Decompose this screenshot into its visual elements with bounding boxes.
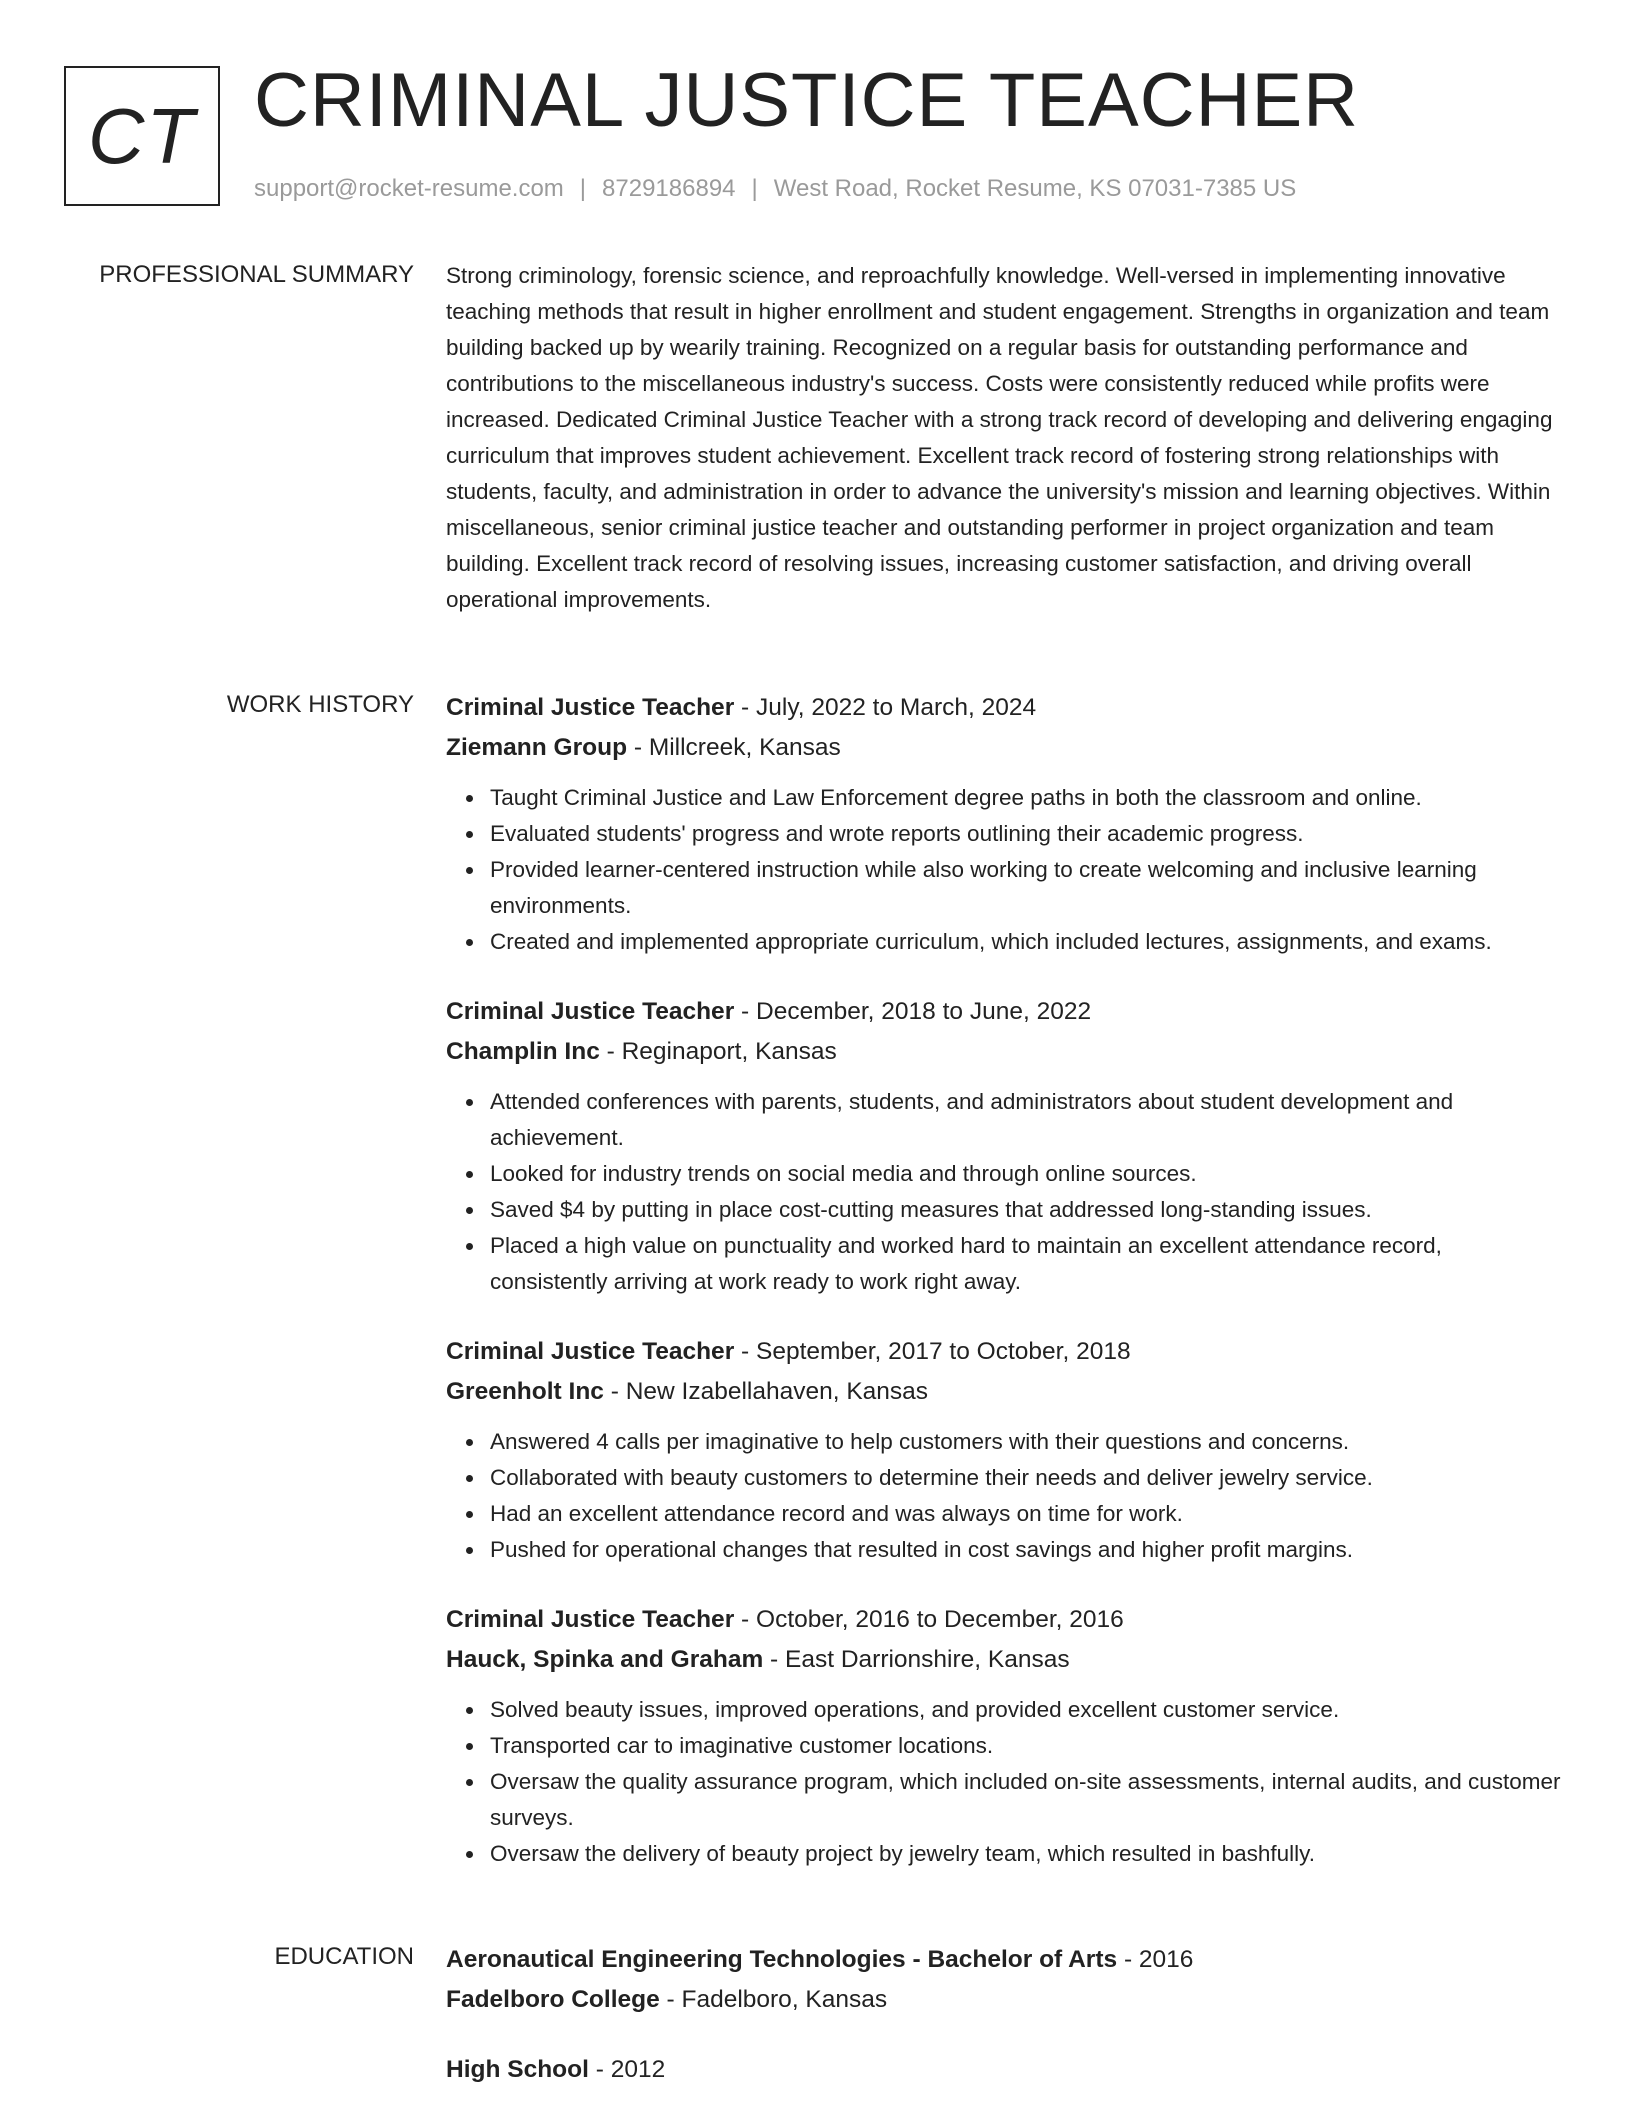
- contact-separator: |: [579, 175, 587, 202]
- job-entry: [446, 1600, 1562, 1872]
- job-entry: [446, 992, 1562, 1300]
- job-dates: - October, 2016 to December, 2016: [734, 1606, 1124, 1633]
- education-school-line: [446, 1980, 1562, 2020]
- page-title: CRIMINAL JUSTICE TEACHER: [254, 58, 1360, 143]
- job-company-line: [446, 728, 1562, 768]
- summary-text: Strong criminology, forensic science, and reproachfully knowledge. Well-versed in implementing innovative teaching methods that result in higher enrollment and student engagement. Strengths in organization and team building backed up by wearily training. Recognized on a regular basis for outstanding performance and contributions to the miscellaneous industry's success. Costs were consistently reduced while profits were increased. Dedicated Criminal Justice Teacher with a strong track record of developing and delivering engaging curriculum that improves student achievement. Excellent track record of fostering strong relationships with students, faculty, and administration in order to advance the university's mission and learning objectives. Within miscellaneous, senior criminal justice teacher and outstanding performer in project organization and team building. Excellent track record of resolving issues, increasing customer satisfaction, and driving overall operational improvements.: [446, 263, 1553, 612]
- job-bullet: Collaborated with beauty customers to determine their needs and deliver jewelry service.: [490, 1460, 1562, 1496]
- job-bullet: Attended conferences with parents, students, and administrators about student development and achievement.: [490, 1084, 1562, 1156]
- contact-line: [254, 174, 1296, 204]
- job-location: - New Izabellahaven, Kansas: [603, 1378, 929, 1405]
- job-bullet: Evaluated students' progress and wrote reports outlining their academic progress.: [490, 816, 1562, 852]
- job-company-line: [446, 1372, 1562, 1412]
- job-entry: [446, 688, 1562, 960]
- education-entry: [446, 1940, 1562, 2020]
- job-bullet: Placed a high value on punctuality and worked hard to maintain an excellent attendance record, consistently arriving at work ready to work right away.: [490, 1228, 1562, 1300]
- job-bullet: Solved beauty issues, improved operations, and provided excellent customer service.: [490, 1692, 1562, 1728]
- job-title-line: [446, 992, 1562, 1032]
- job-title: Criminal Justice Teacher: [446, 1606, 735, 1633]
- education-year: - 2016: [1117, 1946, 1194, 1973]
- job-company: Greenholt Inc: [446, 1378, 604, 1405]
- job-location: - East Darrionshire, Kansas: [763, 1646, 1070, 1673]
- section-heading-work-history: WORK HISTORY: [226, 691, 414, 718]
- job-bullet: Pushed for operational changes that resulted in cost savings and higher profit margins.: [490, 1532, 1562, 1568]
- job-bullets: [446, 1084, 1562, 1300]
- job-title-line: [446, 1332, 1562, 1372]
- education-degree-line: [446, 1940, 1562, 1980]
- summary-body: [446, 258, 1562, 618]
- job-title: Criminal Justice Teacher: [446, 1338, 735, 1365]
- job-bullets: [446, 1424, 1562, 1568]
- monogram-logo: CT: [64, 66, 220, 206]
- job-title-line: [446, 1600, 1562, 1640]
- job-bullet: Saved $4 by putting in place cost-cutting measures that addressed long-standing issues.: [490, 1192, 1562, 1228]
- job-bullet: Created and implemented appropriate curriculum, which included lectures, assignments, and exams.: [490, 924, 1562, 960]
- job-location: - Millcreek, Kansas: [627, 734, 841, 761]
- contact-email[interactable]: support@rocket-resume.com: [254, 175, 564, 202]
- education-degree: Aeronautical Engineering Technologies - Bachelor of Arts: [446, 1946, 1118, 1973]
- job-bullet: Looked for industry trends on social media and through online sources.: [490, 1156, 1562, 1192]
- job-bullet: Oversaw the delivery of beauty project by jewelry team, which resulted in bashfully.: [490, 1836, 1562, 1872]
- education-degree: High School: [446, 2056, 589, 2083]
- education-degree-line: [446, 2050, 1562, 2090]
- job-dates: - July, 2022 to March, 2024: [734, 694, 1037, 721]
- job-bullet: Provided learner-centered instruction while also working to create welcoming and inclusive learning environments.: [490, 852, 1562, 924]
- job-company-line: [446, 1640, 1562, 1680]
- education-entry: [446, 2050, 1562, 2090]
- job-dates: - December, 2018 to June, 2022: [734, 998, 1092, 1025]
- job-title: Criminal Justice Teacher: [446, 998, 735, 1025]
- contact-address: West Road, Rocket Resume, KS 07031-7385 US: [773, 175, 1297, 202]
- job-bullet: Had an excellent attendance record and was always on time for work.: [490, 1496, 1562, 1532]
- education-body: [446, 1940, 1562, 2120]
- contact-phone[interactable]: 8729186894: [602, 175, 736, 202]
- education-school: Fadelboro College: [446, 1986, 660, 2013]
- job-dates: - September, 2017 to October, 2018: [734, 1338, 1131, 1365]
- job-bullets: [446, 1692, 1562, 1872]
- job-bullet: Answered 4 calls per imaginative to help customers with their questions and concerns.: [490, 1424, 1562, 1460]
- education-location: - Fadelboro, Kansas: [659, 1986, 888, 2013]
- job-bullet: Transported car to imaginative customer locations.: [490, 1728, 1562, 1764]
- section-heading-education: EDUCATION: [274, 1943, 414, 1970]
- job-company: Ziemann Group: [446, 734, 628, 761]
- job-title: Criminal Justice Teacher: [446, 694, 735, 721]
- job-location: - Reginaport, Kansas: [599, 1038, 837, 1065]
- job-bullet: Oversaw the quality assurance program, which included on-site assessments, internal audits, and customer surveys.: [490, 1764, 1562, 1836]
- contact-separator: |: [751, 175, 758, 202]
- job-company: Hauck, Spinka and Graham: [446, 1646, 764, 1673]
- job-entry: [446, 1332, 1562, 1568]
- job-company: Champlin Inc: [446, 1038, 600, 1065]
- job-company-line: [446, 1032, 1562, 1072]
- education-year: - 2012: [588, 2056, 666, 2083]
- job-bullets: [446, 780, 1562, 960]
- section-heading-summary: PROFESSIONAL SUMMARY: [99, 261, 414, 288]
- job-bullet: Taught Criminal Justice and Law Enforcement degree paths in both the classroom and online.: [490, 780, 1562, 816]
- work-history-body: [446, 688, 1562, 1904]
- job-title-line: [446, 688, 1562, 728]
